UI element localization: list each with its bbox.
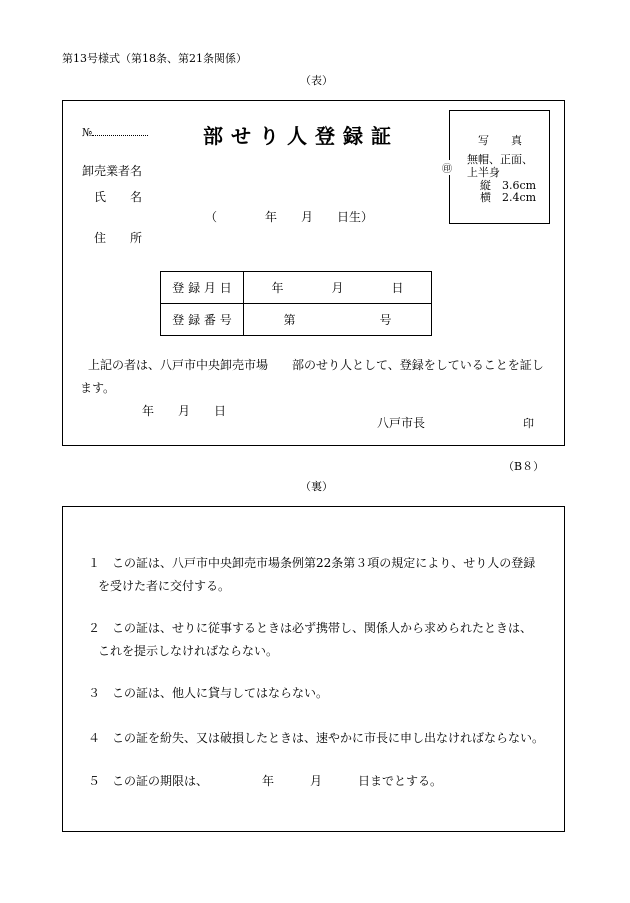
photo-line-3: 縦 3.6cm xyxy=(480,179,537,192)
photo-line-4: 横 2.4cm xyxy=(480,191,537,204)
photo-line-1: 無帽、正面、 xyxy=(467,153,533,166)
reg-number-label: 登 録 番 号 xyxy=(161,304,244,336)
oroshi-label: 卸売業者名 xyxy=(82,164,143,178)
number-label: № xyxy=(82,126,93,139)
photo-line-2: 上半身 xyxy=(467,166,500,179)
statement-line-2: ます。 xyxy=(80,381,116,395)
size-note: （B８） xyxy=(503,460,545,473)
form-label: 第13号様式（第18条、第21条関係） xyxy=(62,52,247,65)
card-title: 部せり人登録証 xyxy=(203,124,399,148)
reg-date-label: 登 録 月 日 xyxy=(161,272,244,304)
registration-table xyxy=(160,271,432,336)
mayor-text: 八戸市長 xyxy=(377,416,426,430)
back-item-2-line-1: ２ この証は、せりに従事するときは必ず携帯し、関係人から求められたときは、 xyxy=(88,621,533,635)
reg-date-value: 年 月 日 xyxy=(244,272,432,304)
number-dots xyxy=(92,125,148,136)
back-item-1-line-1: １ この証は、八戸市中央卸売市場条例第22条第３項の規定により、せり人の登録 xyxy=(88,556,536,570)
mayor-seal-icon: 印 xyxy=(523,417,534,430)
seal-mark-icon: ㊞ xyxy=(442,160,452,175)
photo-title: 写 真 xyxy=(478,134,522,147)
back-label: （裏） xyxy=(300,480,333,493)
table-row xyxy=(161,304,432,336)
back-item-4: ４ この証を紛失、又は破損したときは、速やかに市長に申し出なければならない。 xyxy=(88,731,545,745)
birth-date-text: （ 年 月 日生） xyxy=(205,210,374,224)
front-label: （表） xyxy=(300,74,333,87)
back-item-5: ５ この証の期限は、 年 月 日までとする。 xyxy=(88,774,443,788)
address-label: 住 所 xyxy=(94,231,143,245)
back-item-2-line-2: これを提示しなければならない。 xyxy=(98,644,279,658)
back-item-1-line-2: を受けた者に交付する。 xyxy=(98,579,231,593)
reg-number-value: 第 号 xyxy=(244,304,432,336)
name-label: 氏 名 xyxy=(94,190,143,204)
table-row xyxy=(161,272,432,304)
statement-line-1: 上記の者は、八戸市中央卸売市場 部のせり人として、登録をしていることを証し xyxy=(88,358,544,372)
number-field xyxy=(82,125,148,139)
issue-date-text: 年 月 日 xyxy=(142,404,227,418)
back-item-3: ３ この証は、他人に貸与してはならない。 xyxy=(88,686,329,700)
